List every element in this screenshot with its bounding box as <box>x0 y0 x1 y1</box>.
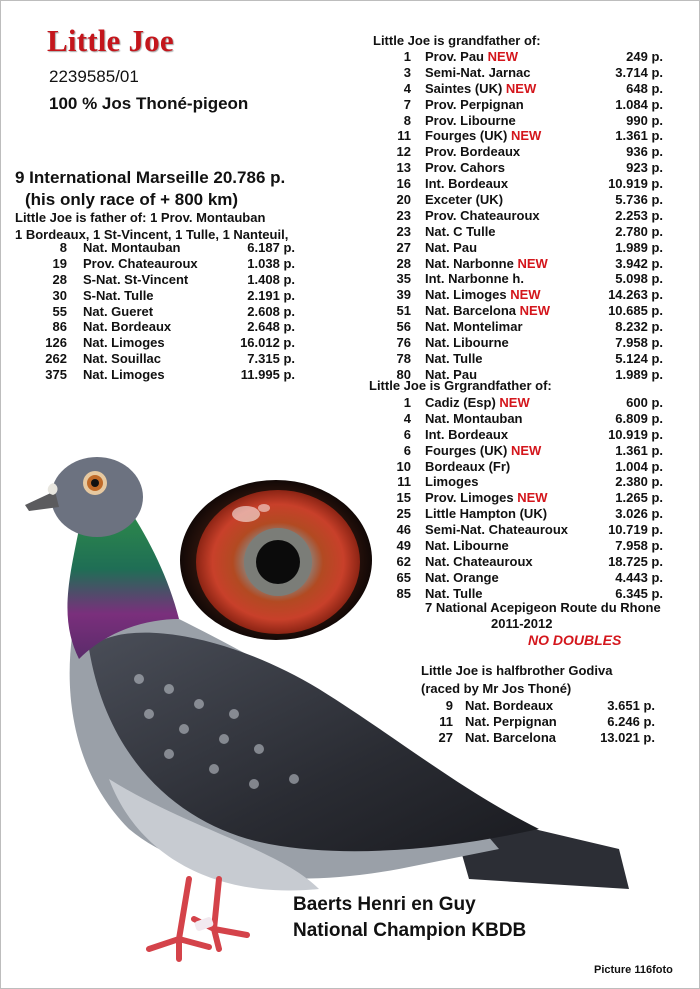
result-points: 923 p. <box>626 160 663 176</box>
result-race <box>83 367 165 382</box>
new-badge: NEW <box>510 442 542 458</box>
result-row <box>373 570 663 586</box>
race-name: Nat. C Tulle <box>425 223 496 239</box>
grandfather-heading: Little Joe is grandfather of: <box>373 33 541 48</box>
result-row <box>21 351 301 367</box>
result-position: 1 <box>403 395 411 410</box>
result-row <box>21 304 301 320</box>
result-points: 1.989 p. <box>615 366 663 382</box>
race-name: Nat. Bordeaux <box>83 319 172 335</box>
race-name: Exceter (UK) <box>425 192 504 208</box>
result-position: 78 <box>396 350 411 366</box>
result-position: 27 <box>438 729 453 745</box>
result-position: 56 <box>396 319 411 335</box>
result-position: 11 <box>397 128 411 144</box>
race-name: Prov. Limoges <box>425 490 514 506</box>
new-badge: NEW <box>510 128 542 144</box>
result-row <box>373 144 663 160</box>
result-race <box>83 272 188 287</box>
result-position: 35 <box>396 271 411 287</box>
result-position: 23 <box>396 223 411 239</box>
result-race <box>425 287 541 302</box>
result-race <box>425 271 524 286</box>
result-points: 3.942 p. <box>615 255 663 271</box>
result-points: 6.246 p. <box>607 713 655 729</box>
race-name: Prov. Pau <box>425 49 485 64</box>
result-row <box>21 288 301 304</box>
result-position: 16 <box>396 176 411 192</box>
result-points: 1.265 p. <box>615 490 663 506</box>
result-row <box>373 240 663 256</box>
result-position: 86 <box>52 319 67 335</box>
result-race <box>83 335 165 350</box>
result-row <box>373 554 663 570</box>
result-position: 4 <box>403 410 411 426</box>
race-name: Bordeaux (Fr) <box>425 458 511 474</box>
result-row <box>373 224 663 240</box>
race-name: Prov. Perpignan <box>425 96 524 112</box>
result-points: 16.012 p. <box>240 335 295 351</box>
result-points: 3.651 p. <box>607 698 655 713</box>
result-race <box>425 224 496 239</box>
result-points: 6.187 p. <box>247 240 295 255</box>
result-points: 10.919 p. <box>608 426 663 442</box>
race-name: Nat. Limoges <box>425 287 507 303</box>
ring-number: 2239585/01 <box>49 67 139 86</box>
result-row <box>21 319 301 335</box>
race-name: Nat. Limoges <box>83 367 165 383</box>
result-race <box>83 240 181 255</box>
result-points: 2.648 p. <box>247 319 295 335</box>
pigeon-origin: 100 % Jos Thoné-pigeon <box>49 94 249 113</box>
result-row <box>373 538 663 554</box>
result-race <box>425 65 531 80</box>
result-position: 12 <box>396 144 411 160</box>
race-name: Nat. Gueret <box>83 303 154 319</box>
result-row <box>373 335 663 351</box>
halfbrother-results-list <box>421 698 655 746</box>
race-name: Nat. Chateauroux <box>425 553 533 569</box>
result-points: 7.958 p. <box>615 538 663 554</box>
result-position: 62 <box>396 553 411 569</box>
result-points: 7.315 p. <box>247 351 295 367</box>
result-race <box>425 506 547 521</box>
father-intro-line-2: 1 Bordeaux, 1 St-Vincent, 1 Tulle, 1 Nanteuil, <box>15 227 289 242</box>
result-points: 1.989 p. <box>615 239 663 255</box>
result-position: 76 <box>396 335 411 351</box>
result-points: 990 p. <box>626 112 663 128</box>
acepigeon-season: 2011-2012 <box>491 616 553 631</box>
result-race <box>83 351 161 366</box>
race-name: Nat. Orange <box>425 569 499 585</box>
breeder-name: Baerts Henri en Guy <box>293 894 476 915</box>
result-race <box>83 288 154 303</box>
breeder-title: National Champion KBDB <box>293 920 527 941</box>
result-points: 6.809 p. <box>615 410 663 426</box>
result-points: 8.232 p. <box>615 319 663 335</box>
result-position: 25 <box>396 506 411 522</box>
race-name: Semi-Nat. Jarnac <box>425 64 531 80</box>
highlight-result: 9 International Marseille 20.786 p. <box>15 168 286 187</box>
result-points: 2.380 p. <box>615 474 663 490</box>
result-position: 28 <box>52 271 67 287</box>
result-row <box>373 474 663 490</box>
result-points: 10.719 p. <box>608 522 663 538</box>
result-points: 3.714 p. <box>615 64 663 80</box>
race-name: Saintes (UK) <box>425 80 503 96</box>
race-name: Nat. Montauban <box>83 240 181 255</box>
result-race <box>425 240 477 255</box>
result-points: 14.263 p. <box>608 287 663 303</box>
result-row <box>373 81 663 97</box>
result-position: 11 <box>397 474 411 490</box>
result-position: 9 <box>445 698 453 713</box>
race-name: Prov. Cahors <box>425 160 505 176</box>
result-position: 19 <box>52 255 67 271</box>
highlight-note: (his only race of + 800 km) <box>25 190 239 209</box>
result-race <box>425 113 516 128</box>
race-name: S-Nat. Tulle <box>83 287 154 303</box>
result-race <box>83 256 198 271</box>
race-name: Little Hampton (UK) <box>425 506 548 522</box>
race-name: Nat. Pau <box>425 366 478 382</box>
result-row <box>373 97 663 113</box>
result-race <box>425 97 524 112</box>
new-badge: NEW <box>517 255 548 271</box>
result-position: 30 <box>52 287 67 303</box>
result-race <box>425 160 505 175</box>
race-name: Fourges (UK) <box>425 128 508 144</box>
result-position: 51 <box>396 303 411 319</box>
result-position: 23 <box>396 207 411 223</box>
race-name: Nat. Perpignan <box>465 713 557 729</box>
result-race <box>425 192 503 207</box>
result-position: 28 <box>396 255 411 271</box>
result-position: 8 <box>403 112 411 128</box>
new-badge: NEW <box>499 395 530 410</box>
result-position: 10 <box>396 458 411 474</box>
race-name: Nat. Barcelona <box>465 729 557 745</box>
race-name: Nat. Limoges <box>83 335 165 351</box>
result-race <box>425 319 523 334</box>
new-badge: NEW <box>510 287 541 303</box>
result-points: 1.408 p. <box>247 271 295 287</box>
result-row <box>373 192 663 208</box>
result-points: 3.026 p. <box>615 506 663 522</box>
result-points: 10.685 p. <box>608 303 663 319</box>
result-position: 65 <box>396 569 411 585</box>
result-position: 46 <box>396 522 411 538</box>
result-position: 39 <box>396 287 411 303</box>
result-position: 55 <box>52 303 67 319</box>
race-name: Nat. Bordeaux <box>465 698 554 713</box>
race-name: S-Nat. St-Vincent <box>83 271 189 287</box>
race-name: Prov. Libourne <box>425 112 516 128</box>
result-row <box>21 272 301 288</box>
result-race <box>425 351 483 366</box>
grandfather-results-list <box>373 49 663 383</box>
result-points: 1.084 p. <box>615 96 663 112</box>
result-row <box>373 411 663 427</box>
result-points: 10.919 p. <box>608 176 663 192</box>
result-race <box>465 730 556 745</box>
result-race <box>425 570 499 585</box>
race-name: Nat. Montauban <box>425 410 523 426</box>
race-name: Nat. Barcelona <box>425 303 517 319</box>
result-race <box>425 411 523 426</box>
result-position: 1 <box>403 49 411 64</box>
great-grandfather-results-list <box>373 395 663 602</box>
race-name: Nat. Tulle <box>425 585 483 601</box>
great-grandfather-heading: Little Joe is Grgrandfather of: <box>369 378 552 393</box>
result-position: 3 <box>403 64 411 80</box>
result-points: 1.038 p. <box>247 255 295 271</box>
result-race <box>425 303 550 318</box>
result-position: 20 <box>396 192 411 208</box>
race-name: Limoges <box>425 474 479 490</box>
result-race <box>425 208 540 223</box>
result-points: 1.361 p. <box>615 442 663 458</box>
result-row <box>373 459 663 475</box>
result-position: 13 <box>396 160 411 176</box>
result-position: 4 <box>403 80 411 96</box>
race-name: Prov. Chateauroux <box>83 255 198 271</box>
result-race <box>425 176 508 191</box>
result-race <box>83 304 153 319</box>
result-row <box>373 49 663 65</box>
result-race <box>465 714 557 729</box>
result-position: 8 <box>59 240 67 255</box>
result-row <box>373 176 663 192</box>
result-race <box>425 335 509 350</box>
result-row <box>421 714 655 730</box>
result-row <box>373 522 663 538</box>
result-points: 936 p. <box>626 144 663 160</box>
result-position: 262 <box>45 351 67 367</box>
halfbrother-subheading: (raced by Mr Jos Thoné) <box>421 681 572 696</box>
result-race <box>425 443 541 458</box>
result-row <box>373 395 663 411</box>
race-name: Nat. Tulle <box>425 350 483 366</box>
new-badge: NEW <box>517 490 548 506</box>
result-points: 5.736 p. <box>615 192 663 208</box>
result-race <box>425 474 478 489</box>
result-points: 249 p. <box>626 49 663 64</box>
result-row <box>373 319 663 335</box>
result-position: 27 <box>396 239 411 255</box>
result-points: 2.780 p. <box>615 223 663 239</box>
father-results-list <box>21 240 301 383</box>
father-intro-line-1: Little Joe is father of: 1 Prov. Montauban <box>15 210 266 225</box>
result-row <box>373 303 663 319</box>
result-position: 6 <box>403 442 411 458</box>
result-race <box>425 128 541 143</box>
result-race <box>425 554 533 569</box>
result-row <box>373 351 663 367</box>
no-doubles-note: NO DOUBLES <box>528 632 622 648</box>
result-points: 1.361 p. <box>615 128 663 144</box>
result-row <box>21 240 301 256</box>
acepigeon-note: 7 National Acepigeon Route du Rhone <box>425 600 661 615</box>
result-position: 49 <box>396 538 411 554</box>
result-position: 7 <box>403 96 411 112</box>
result-points: 13.021 p. <box>600 729 655 745</box>
result-row <box>373 256 663 272</box>
result-position: 126 <box>45 335 67 351</box>
result-position: 85 <box>396 585 411 601</box>
result-row <box>373 113 663 129</box>
race-name: Nat. Narbonne <box>425 255 514 271</box>
result-race <box>465 698 553 713</box>
race-name: Nat. Souillac <box>83 351 162 367</box>
result-position: 15 <box>396 490 411 506</box>
result-points: 7.958 p. <box>615 335 663 351</box>
result-row <box>373 506 663 522</box>
race-name: Nat. Montelimar <box>425 319 523 335</box>
result-row <box>373 128 663 144</box>
race-name: Nat. Pau <box>425 239 478 255</box>
race-name: Prov. Bordeaux <box>425 144 521 160</box>
result-points: 2.191 p. <box>247 287 295 303</box>
race-name: Fourges (UK) <box>425 442 508 458</box>
result-race <box>425 427 508 442</box>
result-race <box>425 256 548 271</box>
result-row <box>373 287 663 303</box>
race-name: Int. Bordeaux <box>425 426 509 442</box>
result-row <box>421 730 655 746</box>
result-race <box>425 459 510 474</box>
result-row <box>373 443 663 459</box>
result-race <box>425 49 518 64</box>
race-name: Nat. Libourne <box>425 538 509 554</box>
result-points: 2.608 p. <box>247 303 295 319</box>
result-race <box>425 395 530 410</box>
result-race <box>425 144 520 159</box>
result-row <box>373 65 663 81</box>
result-points: 5.124 p. <box>615 350 663 366</box>
result-race <box>425 586 483 601</box>
result-points: 600 p. <box>626 395 663 410</box>
race-name: Int. Bordeaux <box>425 176 509 192</box>
result-row <box>373 490 663 506</box>
halfbrother-heading: Little Joe is halfbrother Godiva <box>421 663 613 678</box>
photo-credit: Picture 116foto <box>594 964 673 976</box>
result-race <box>425 81 536 96</box>
result-row <box>21 335 301 351</box>
race-name: Prov. Chateauroux <box>425 207 540 223</box>
result-position: 11 <box>439 713 453 729</box>
result-position: 6 <box>403 426 411 442</box>
result-points: 6.345 p. <box>615 585 663 601</box>
result-points: 1.004 p. <box>615 458 663 474</box>
result-points: 4.443 p. <box>615 569 663 585</box>
result-row <box>373 160 663 176</box>
result-points: 5.098 p. <box>615 271 663 287</box>
result-points: 11.995 p. <box>240 367 295 383</box>
result-row <box>373 271 663 287</box>
race-name: Int. Narbonne h. <box>425 271 524 287</box>
result-position: 375 <box>45 367 67 383</box>
pigeon-name-title: Little Joe <box>47 23 174 58</box>
race-name: Semi-Nat. Chateauroux <box>425 522 569 538</box>
new-badge: NEW <box>487 49 518 64</box>
result-row <box>21 367 301 383</box>
race-name: Nat. Libourne <box>425 335 509 351</box>
result-race <box>83 319 171 334</box>
result-race <box>425 538 509 553</box>
result-row <box>421 698 655 714</box>
result-row <box>373 427 663 443</box>
result-row <box>373 208 663 224</box>
result-points: 18.725 p. <box>608 553 663 569</box>
result-race <box>425 522 568 537</box>
result-row <box>21 256 301 272</box>
race-name: Cadiz (Esp) <box>425 395 496 410</box>
result-points: 648 p. <box>626 80 663 96</box>
result-position: 80 <box>396 366 411 382</box>
result-race <box>425 490 548 505</box>
new-badge: NEW <box>505 80 537 96</box>
result-points: 2.253 p. <box>615 207 663 223</box>
new-badge: NEW <box>519 303 551 319</box>
